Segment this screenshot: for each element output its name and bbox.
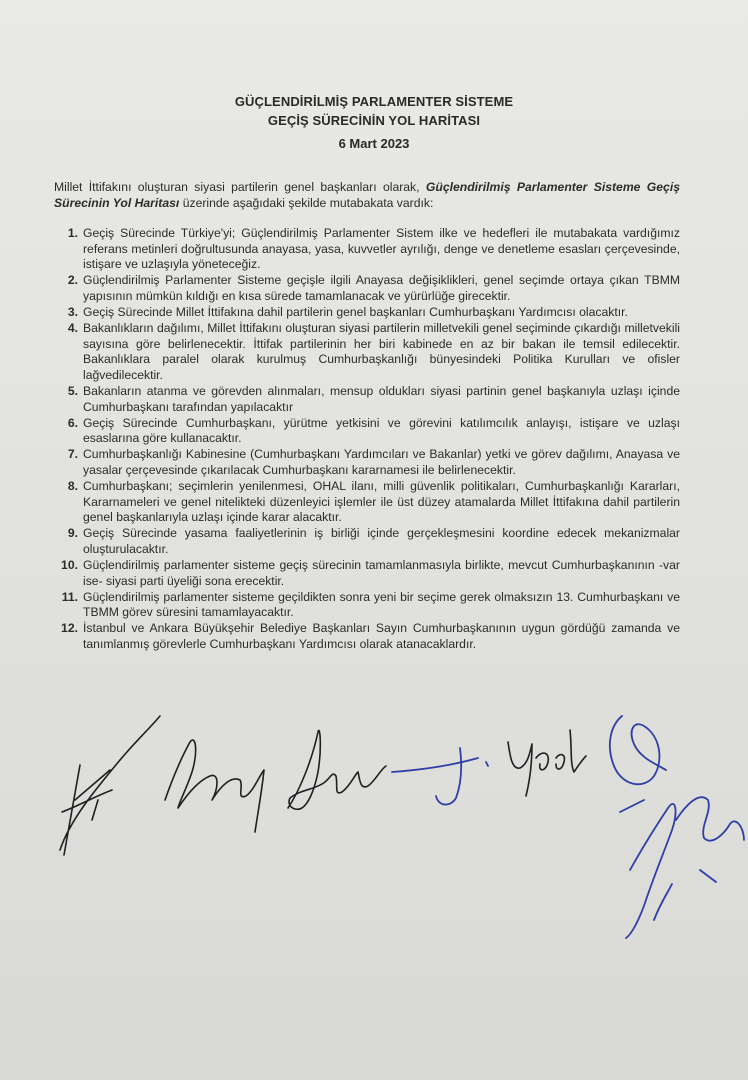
item-text: Güçlendirilmiş Parlamenter Sisteme geçişle ilgili Anayasa değişiklikleri, genel seçimde ortaya çıkan TBMM yapısının mümkün kıldığı en kısa sürede tamamlanacak ve yürürlüğe girecektir. bbox=[83, 273, 680, 303]
item-number: 12. bbox=[61, 621, 78, 636]
item-number: 6. bbox=[67, 415, 78, 430]
item-number: 2. bbox=[67, 273, 78, 288]
intro-paragraph bbox=[54, 179, 680, 211]
signature-6 bbox=[610, 716, 666, 812]
item-text: Geçiş Sürecinde Cumhurbaşkanı, yürütme yetkisini ve görevini katılımcılık anlayışı, istişare ve uzlaşı esaslarına göre kullanacaktır. bbox=[83, 415, 680, 446]
item-text: Geçiş Sürecinde Türkiye'yi; Güçlendirilmiş Parlamenter Sistem ilke ve hedefleri ile mutabakata vardığımız referans metinleri doğrultusunda anayasa, yasa, kuvvetler ayrılığı, denge ve denetleme esasları çerçevesinde, istişare ve uzlaşıyla yöneteceğiz. bbox=[83, 226, 680, 272]
item-number: 4. bbox=[67, 321, 78, 336]
intro-text-end: üzerinde aşağıdaki şekilde mutabakata vardık: bbox=[179, 196, 434, 210]
signature-4 bbox=[392, 748, 488, 805]
intro-emphasis: Güçlendirilmiş Parlamenter Sisteme Geçiş Sürecinin Yol Haritası bbox=[54, 180, 680, 210]
signature-5 bbox=[508, 730, 586, 796]
document-header bbox=[0, 92, 748, 151]
item-text: İstanbul ve Ankara Büyükşehir Belediye Başkanları Sayın Cumhurbaşkanının uygun gördüğü zamanda ve tanımlanmış görevlerle Cumhurbaşkanı Yardımcısı olarak atanacaklardır. bbox=[83, 621, 680, 651]
item-text: Geçiş Sürecinde Millet İttifakına dahil partilerin genel başkanları Cumhurbaşkanı Yardımcısı olacaktır. bbox=[83, 304, 628, 319]
agreement-item bbox=[56, 447, 680, 478]
agreement-item bbox=[56, 321, 680, 383]
item-text: Geçiş Sürecinde yasama faaliyetlerinin iş birliği içinde gerçekleşmesini koordine edecek mekanizmalar oluşturulacaktır. bbox=[83, 526, 680, 556]
item-text: Cumhurbaşkanı; seçimlerin yenilenmesi, OHAL ilanı, milli güvenlik politikaları, Cumhurbaşkanlığı Kararları, Kararnameleri ve genel nitelikteki düzenleyici işlemler ile üst düzey atamalarda Millet İttifakına dahil partilerin genel başkanlarıyla uzlaşı içinde karar alacaktır. bbox=[83, 479, 680, 525]
agreement-item bbox=[56, 384, 680, 415]
item-number: 5. bbox=[67, 383, 78, 398]
agreement-item bbox=[56, 273, 680, 304]
item-text: Cumhurbaşkanlığı Kabinesine (Cumhurbaşkanı Yardımcıları ve Bakanlar) yetki ve görev dağılımı, Anayasa ve yasalar çerçevesinde çıkarılacak Cumhurbaşkanı kararnamesi ile belirlenecektir. bbox=[83, 447, 680, 477]
document-title-line-2: GEÇİŞ SÜRECİNİN YOL HARİTASI bbox=[267, 113, 481, 128]
agreement-item bbox=[56, 621, 680, 652]
item-text: Bakanlıkların dağılımı, Millet İttifakını oluşturan siyasi partilerin milletvekili genel seçiminde çıkardığı milletvekili sayısına göre belirlenecektir. İttifak partilerinin her biri kabinede en az bir bakan ile temsil edilecektir. Bakanlıklara paralel olarak kurulmuş Cumhurbaşkanlığı bünyesindeki Politika Kurulları ve ofisler lağvedilecektir. bbox=[83, 321, 680, 382]
agreement-item bbox=[56, 590, 680, 621]
agreement-item bbox=[56, 526, 680, 557]
item-text: Güçlendirilmiş parlamenter sisteme geçiş sürecinin tamamlanmasıyla birlikte, mevcut Cumhurbaşkanının -var ise- siyasi parti üyeliği sona erecektir. bbox=[83, 557, 680, 588]
agreement-item bbox=[56, 416, 680, 447]
item-text: Bakanların atanma ve görevden alınmaları, mensup oldukları siyasi partinin genel başkanıyla uzlaşı içinde Cumhurbaşkanı tarafından yapılacaktır bbox=[83, 383, 680, 414]
agreement-item bbox=[56, 226, 680, 273]
agreement-item bbox=[56, 479, 680, 526]
document-title-line-1: GÜÇLENDİRİLMİŞ PARLAMENTER SİSTEME bbox=[234, 94, 514, 109]
item-number: 7. bbox=[67, 447, 78, 462]
agreement-item bbox=[56, 305, 680, 321]
signature-2 bbox=[165, 740, 264, 832]
item-number: 3. bbox=[67, 304, 78, 319]
intro-text-start: Millet İttifakını oluşturan siyasi partilerin genel başkanları olarak, bbox=[54, 180, 426, 194]
item-number: 10. bbox=[61, 557, 78, 572]
item-number: 1. bbox=[67, 226, 78, 240]
signature-1 bbox=[60, 716, 160, 855]
signature-7 bbox=[626, 797, 744, 938]
item-number: 8. bbox=[67, 479, 78, 493]
document-date: 6 Mart 2023 bbox=[338, 136, 410, 151]
agreement-item bbox=[56, 558, 680, 589]
item-text: Güçlendirilmiş parlamenter sisteme geçildikten sonra yeni bir seçime gerek olmaksızın 13. Cumhurbaşkanı ve TBMM görev süresini tamamlayacaktır. bbox=[83, 589, 680, 620]
item-number: 11. bbox=[61, 589, 78, 604]
signature-3 bbox=[288, 730, 386, 809]
item-number: 9. bbox=[67, 526, 78, 541]
agreement-list bbox=[56, 226, 680, 653]
